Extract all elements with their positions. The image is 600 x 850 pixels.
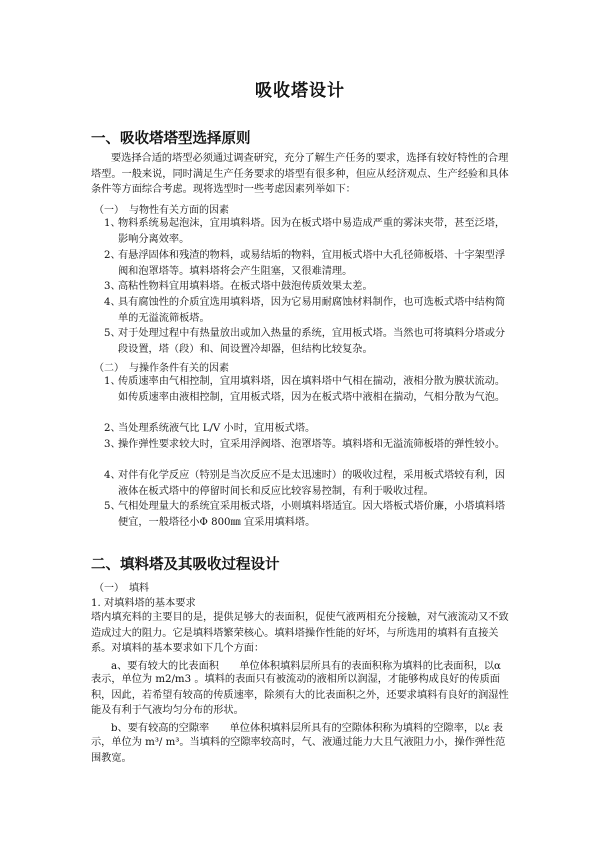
list-number: 3、	[104, 281, 121, 292]
list-item	[104, 279, 512, 295]
section-heading-2: 二、填料塔及其吸收过程设计	[91, 556, 280, 573]
list-number: 2、	[104, 250, 121, 261]
item-b-first-line: b、要有较高的空隙率 单位体积填料层所具有的空隙体积称为填料的空隙率，以ε 表	[111, 723, 503, 734]
packing-intro-paragraph: 塔内填充料的主要目的是，提供足够大的表面积，促使气液两相充分接触，对气液流动又不致造成过大的阻力。它是填料塔繁荣核心。填料塔操作性能的好坏，与所选用的填料有直接关系。对填料的基本要求如下几个方面：	[91, 612, 509, 655]
list-item	[104, 374, 512, 405]
item-a-first-line: a、要有较大的比表面积 单位体积填料层所具有的表面积称为填料的比表面积，以α	[111, 661, 501, 672]
list-item	[104, 421, 512, 437]
list-text: 有悬浮固体和残渣的物料，或易结垢的物料，宜用板式塔中大孔径筛板塔、十字架型浮阀和泡罩塔等。填料塔将会产生阻塞，又很难清理。	[118, 250, 506, 277]
list-item	[104, 437, 512, 453]
list-number: 4、	[104, 470, 121, 481]
sub-heading-packing: （一） 填料	[94, 583, 149, 594]
list-text: 物料系统易起泡沫，宜用填料塔。因为在板式塔中易造成严重的雾沫夹带，甚至泛塔，影响分离效率。	[118, 218, 506, 245]
list-text: 高粘性物料宜用填料塔。在板式塔中鼓泡传质效果太差。	[118, 281, 373, 292]
requirements-title: 1. 对填料塔的基本要求	[91, 598, 196, 609]
page-title: 吸收塔设计	[255, 81, 345, 101]
list-number: 5、	[104, 328, 121, 339]
list-text: 传质速率由气相控制，宜用填料塔，因在填料塔中气相在揣动，液相分散为膜状流动。如传质速率由液相控制，宜用板式塔，因为在板式塔中液相在揣动，气相分散为气泡。	[118, 376, 506, 403]
list-item	[104, 216, 512, 247]
list-text: 对于处理过程中有热量放出或加入热量的系统，宜用板式塔。当然也可将填料分塔或分段设置，塔（段）和、间设置冷却器，但结构比较复杂。	[118, 328, 506, 355]
list-item	[104, 295, 512, 326]
list-item	[104, 468, 512, 499]
list-text: 具有腐蚀性的介质宜选用填料塔，因为它易用耐腐蚀材料制作，也可选板式塔中结构简单的无溢流筛板塔。	[118, 297, 506, 324]
item-a-body: 表示，单位为 m2/m3 。填料的表面只有被流动的液相所以润湿，才能够构成良好的传质面积，因此，若希望有较高的传质速率，除须有大的比表面积之外，还要求填料有良好的润湿性能及有利于气液均匀分布的形状。	[91, 674, 509, 717]
list-text: 操作弹性要求较大时，宜采用浮阀塔、泡罩塔等。填料塔和无溢流筛板塔的弹性较小。	[118, 439, 506, 450]
list-text: 当处理系统液气比 L/V 小时，宜用板式塔。	[118, 423, 316, 434]
list-number: 1、	[104, 218, 121, 229]
section-heading-1: 一、吸收塔塔型选择原则	[91, 130, 251, 147]
list-number: 2、	[104, 423, 121, 434]
list-item	[104, 499, 512, 530]
section1-intro: 要选择合适的塔型必须通过调查研究，充分了解生产任务的要求，选择有较好特性的合理塔型。一般来说，同时满足生产任务要求的塔型有很多种，但应从经济观点、生产经验和具体条件等方面综合考虑。现将选型时一些考虑因素列举如下：	[91, 153, 509, 196]
list-number: 5、	[104, 501, 121, 512]
list-number: 4、	[104, 297, 121, 308]
list-item	[104, 248, 512, 279]
list-item	[104, 326, 512, 357]
list-text: 气相处理量大的系统宜采用板式塔，小则填料塔适宜。因大塔板式塔价廉，小塔填料塔便宜，一般塔径小Φ 800㎜ 宜采用填料塔。	[118, 501, 506, 528]
list-number: 1、	[104, 376, 121, 387]
item-b-body: 示，单位为 m³/ m³。当填料的空隙率较高时，气、液通过能力大且气液阻力小，操作弹性范围教宽。	[91, 737, 506, 764]
list-text: 对伴有化学反应（特别是当次反应不是太迅速时）的吸收过程，采用板式塔较有利，因液体在板式塔中的停留时间长和反应比较容易控制，有利于吸收过程。	[118, 470, 506, 497]
sub-heading-operation: （二） 与操作条件有关的因素	[94, 363, 229, 374]
sub-heading-material: （一） 与物性有关方面的因素	[94, 205, 229, 216]
list-number: 3、	[104, 439, 121, 450]
